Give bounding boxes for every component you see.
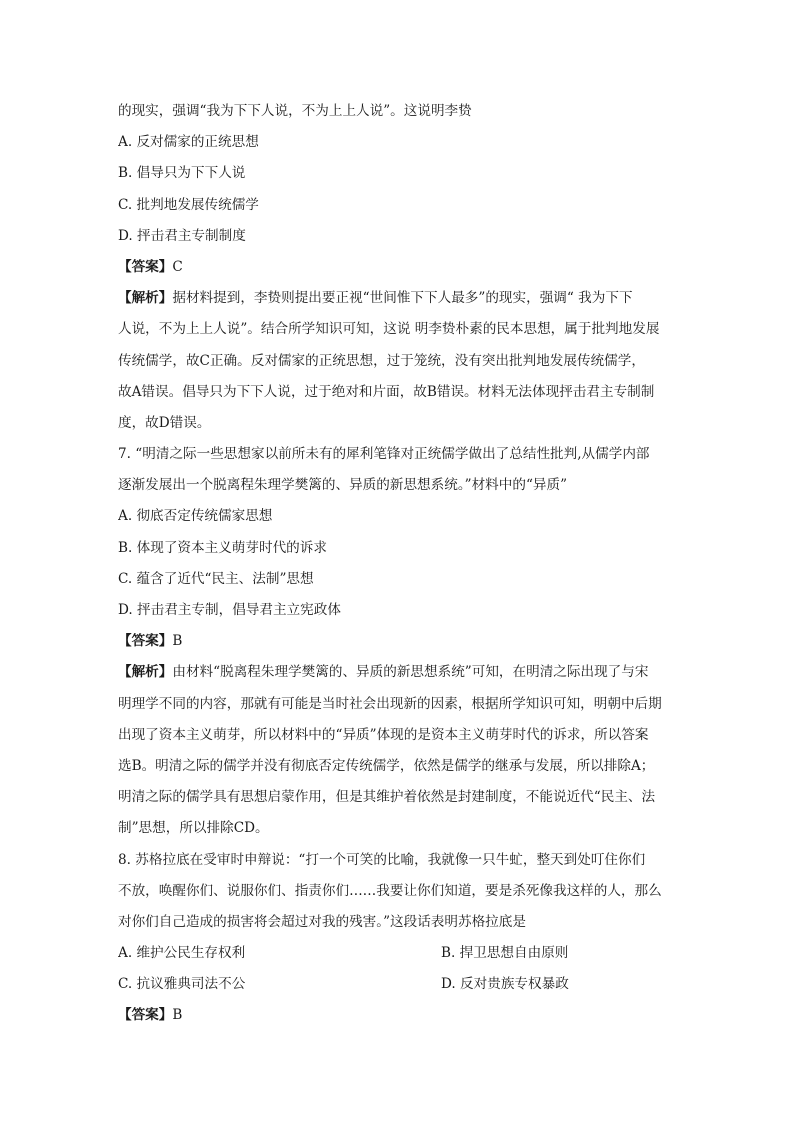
q8-options-row [118,969,678,1000]
q8-answer [118,1000,678,1031]
q7-analysis-line: 出现了资本主义萌芽，所以材料中的“异质”体现的是资本主义萌芽时代的诉求，所以答案 [118,726,649,743]
q7-analysis-line [118,657,678,688]
document-page [118,96,678,1032]
q8-option-a: A. 维护公民生存权利 [118,945,246,962]
q6-analysis-line: 人说，不为上上人说”。结合所学知识可知，这说 明李贽朴素的民本思想，属于批判地发展 [118,321,660,338]
q8-options-row [118,938,678,969]
q6-analysis-line [118,283,678,314]
q6-analysis-line: 故A错误。倡导只为下下人说，过于绝对和片面，故B错误。材料无法体现抨击君主专制制 [118,383,655,400]
analysis-label: 【解析】 [118,664,173,681]
q7-option-d: D. 抨击君主专制，倡导君主立宪政体 [118,602,341,618]
q7-stem: 7. “明清之际一些思想家以前所未有的犀利笔锋对正统儒学做出了总结性批判,从儒学内部 [118,446,650,463]
answer-value: B [172,633,183,650]
q8-option-d: D. 反对贵族专权暴政 [441,976,569,993]
q8-stem: 8. 苏格拉底在受审时申辩说：“打一个可笑的比喻，我就像一只牛虻，整天到处叮住你们 [118,851,646,868]
q8-stem: 不放，唤醒你们、说服你们、指责你们……我要让你们知道，要是杀死像我这样的人，那么 [118,882,662,899]
q7-option-a: A. 彻底否定传统儒家思想 [118,508,273,525]
q6-stem-tail: 的现实，强调“我为下下人说，不为上上人说”。这说明李贽 [118,103,472,119]
q7-stem: 逐渐发展出一个脱离程朱理学樊篱的、异质的新思想系统。”材料中的“异质” [118,477,568,494]
answer-label: 【答案】 [118,633,173,650]
q6-answer [118,252,678,283]
q7-analysis-line: 选B。明清之际的儒学并没有彻底否定传统儒学，依然是儒学的继承与发展，所以排除A； [118,757,655,774]
analysis-text: 由材料“脱离程朱理学樊篱的、异质的新思想系统”可知，在明清之际出现了与宋 [172,664,649,681]
answer-label: 【答案】 [118,1007,173,1024]
q8-stem: 对你们自己造成的损害将会超过对我的残害。”这段话表明苏格拉底是 [118,913,526,930]
q7-answer [118,626,678,657]
analysis-label: 【解析】 [118,290,173,307]
q6-option-a: A. 反对儒家的正统思想 [118,134,259,151]
answer-label: 【答案】 [118,258,173,275]
q8-option-c: C. 抗议雅典司法不公 [118,976,246,993]
q6-option-c: C. 批判地发展传统儒学 [118,196,259,213]
q6-analysis-line: 传统儒学，故C正确。反对儒家的正统思想，过于笼统，没有突出批判地发展传统儒学， [118,352,645,369]
answer-value: B [172,1007,183,1024]
answer-value: C [172,258,183,275]
q6-option-d: D. 抨击君主专制制度 [118,227,246,244]
q6-option-b: B. 倡导只为下下人说 [118,165,246,182]
q7-option-c: C. 蕴含了近代“民主、法制”思想 [118,570,314,587]
q6-analysis-line: 度，故D错误。 [118,414,211,431]
q7-analysis-line: 明清之际的儒学具有思想启蒙作用，但是其维护着依然是封建制度，不能说近代“民主、法 [118,789,656,806]
q7-option-b: B. 体现了资本主义萌芽时代的诉求 [118,539,327,556]
analysis-text: 据材料提到，李贽则提出要正视“世间惟下下人最多”的现实，强调“ 我为下下 [172,290,633,307]
q7-analysis-line: 明理学不同的内容，那就有可能是当时社会出现新的因素，根据所学知识可知，明朝中后期 [118,695,662,712]
q8-option-b: B. 捍卫思想自由原则 [441,945,569,962]
q7-analysis-line: 制”思想，所以排除CD。 [118,820,269,837]
